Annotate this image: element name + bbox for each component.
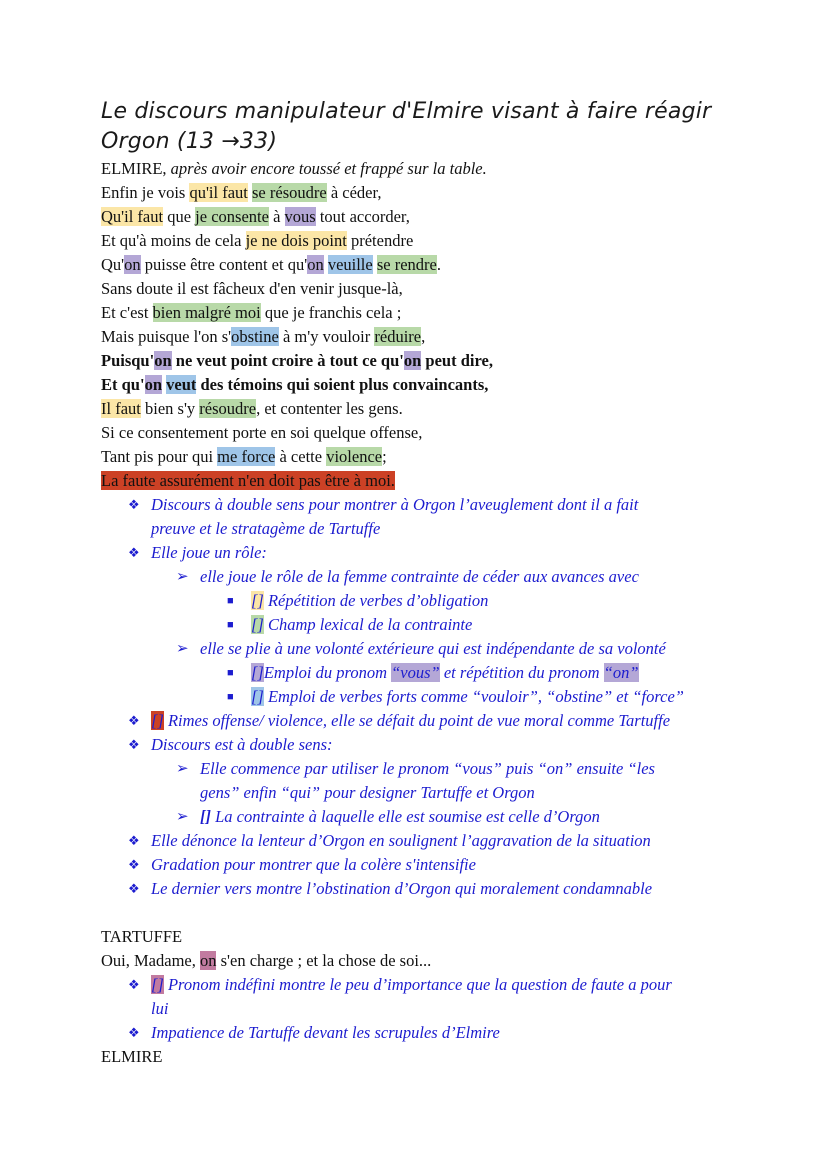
diamond-bullet-icon: ❖ [128, 545, 140, 560]
note-item: ❖ Discours est à double sens: [101, 733, 801, 757]
square-bullet-icon: ■ [227, 619, 234, 631]
verse-line-2: Qu'il faut que je consente à vous tout accorder, [101, 207, 410, 226]
direction-text: après avoir encore toussé et frappé sur la table. [170, 159, 487, 178]
note-subsubitem: ■ [] Répétition de verbes d’obligation [101, 589, 801, 613]
note-subitem: ➢ elle se plie à une volonté extérieure qui est indépendante de sa volonté [101, 637, 801, 661]
note-subitem: ➢ [] La contrainte à laquelle elle est soumise est celle d’Orgon [101, 805, 801, 829]
arrow-bullet-icon: ➢ [176, 761, 189, 777]
highlight-obligation: qu'il faut [189, 183, 248, 202]
diamond-bullet-icon: ❖ [128, 857, 140, 872]
highlight-pronoun-mauve: on [199, 951, 217, 970]
square-bullet-icon: ■ [227, 691, 234, 703]
verse-line-1: Enfin je vois qu'il faut se résoudre à céder, [101, 183, 382, 202]
diamond-bullet-icon: ❖ [128, 713, 140, 728]
highlight-obligation: Il faut [101, 399, 141, 418]
arrow-bullet-icon: ➢ [176, 569, 189, 585]
color-tag-green: [] [251, 615, 264, 634]
verse-line-12: Tant pis pour qui me force à cette violence; [101, 447, 387, 466]
arrow-bullet-icon: ➢ [176, 641, 189, 657]
verse-line-3: Et qu'à moins de cela je ne dois point prétendre [101, 231, 414, 250]
note-subsubitem: ■ [] Emploi de verbes forts comme “vouloir”, “obstine” et “force” [101, 685, 801, 709]
diamond-bullet-icon: ❖ [128, 1025, 140, 1040]
note-item: ❖ Impatience de Tartuffe devant les scrupules d’Elmire [101, 1021, 801, 1045]
color-tag-purple: [] [251, 663, 264, 682]
verse-line-9: Et qu'on veut des témoins qui soient plus convaincants, [101, 375, 489, 394]
highlight-constraint: bien malgré moi [152, 303, 261, 322]
highlight-strong-verb: obstine [231, 327, 279, 346]
highlight-pronoun: on [307, 255, 324, 274]
highlight-pronoun: on [124, 255, 141, 274]
verse-line-11: Si ce consentement porte en soi quelque offense, [101, 423, 423, 442]
highlight-constraint: réduire [374, 327, 422, 346]
verse-line-4: Qu'on puisse être content et qu'on veuille se rendre. [101, 255, 441, 274]
title-line-1: Le discours manipulateur d'Elmire visant à faire réagir [101, 99, 712, 124]
note-item: ❖ Gradation pour montrer que la colère s'intensifie [101, 853, 801, 877]
diamond-bullet-icon: ❖ [128, 737, 140, 752]
note-item-continued: preuve et le stratagème de Tartuffe [151, 519, 381, 538]
speaker-name: ELMIRE, [101, 159, 167, 178]
verse-line-10: Il faut bien s'y résoudre, et contenter les gens. [101, 399, 403, 418]
highlight-pronoun: on [403, 351, 422, 370]
verse-line-13 [101, 469, 801, 493]
stage-direction [101, 157, 801, 181]
page-title [101, 97, 791, 157]
verse-line-7: Mais puisque l'on s'obstine à m'y vouloir réduire, [101, 327, 426, 346]
square-bullet-icon: ■ [227, 595, 234, 607]
highlight-constraint: se résoudre [252, 183, 327, 202]
note-item: ❖ Elle joue un rôle: [101, 541, 801, 565]
note-item: ❖ [] Rimes offense/ violence, elle se défait du point de vue moral comme Tartuffe [101, 709, 801, 733]
diamond-bullet-icon: ❖ [128, 977, 140, 992]
note-subsubitem: ■ []Emploi du pronom “vous” et répétition du pronom “on” [101, 661, 801, 685]
highlight-pronoun: on [154, 351, 172, 370]
arrow-bullet-icon: ➢ [176, 809, 189, 825]
highlight-obligation: je ne dois point [245, 231, 347, 250]
highlight-obligation: Qu'il faut [101, 207, 164, 226]
highlight-rhyme: La faute assurément n'en doit pas être à moi. [101, 471, 395, 490]
speaker-elmire: ELMIRE [101, 1047, 163, 1066]
highlight-constraint: se rendre [376, 255, 437, 274]
text-body [101, 157, 801, 1069]
color-tag-bold: [] [200, 807, 211, 826]
title-line-2: Orgon (13 →33) [101, 129, 278, 154]
speaker-tartuffe: TARTUFFE [101, 927, 183, 946]
note-item: ❖ Discours à double sens pour montrer à Orgon l’aveuglement dont il a fait [101, 493, 801, 517]
highlight-strong-verb: me [217, 447, 238, 466]
spacer [101, 901, 801, 925]
highlight-constraint: violence [326, 447, 383, 466]
diamond-bullet-icon: ❖ [128, 497, 140, 512]
highlight-strong-verb: force [241, 447, 276, 466]
color-tag-red: [] [151, 711, 164, 730]
note-item: ❖ Elle dénonce la lenteur d’Orgon en soulignent l’aggravation de la situation [101, 829, 801, 853]
note-subitem: ➢ Elle commence par utiliser le pronom “vous” puis “on” ensuite “les [101, 757, 801, 781]
highlight-strong-verb: veuille [327, 255, 373, 274]
highlight-strong-verb: veut [166, 375, 197, 394]
diamond-bullet-icon: ❖ [128, 881, 140, 896]
note-item: ❖ [] Pronom indéfini montre le peu d’importance que la question de faute a pour [101, 973, 801, 997]
highlight-pronoun: on [144, 375, 162, 394]
verse-line-6: Et c'est bien malgré moi que je franchis cela ; [101, 303, 402, 322]
diamond-bullet-icon: ❖ [128, 833, 140, 848]
highlight-constraint: je consente [195, 207, 269, 226]
note-subsubitem: ■ [] Champ lexical de la contrainte [101, 613, 801, 637]
color-tag-blue: [] [251, 687, 264, 706]
tartuffe-line: Oui, Madame, on s'en charge ; et la chose de soi... [101, 951, 432, 970]
note-subitem-continued: gens” enfin “qui” pour designer Tartuffe et Orgon [200, 783, 535, 802]
note-subitem: ➢ elle joue le rôle de la femme contrainte de céder aux avances avec [101, 565, 801, 589]
color-tag-mauve: [] [151, 975, 164, 994]
highlight-constraint: résoudre [199, 399, 257, 418]
highlight-pronoun: vous [284, 207, 316, 226]
note-item: ❖ Le dernier vers montre l’obstination d’Orgon qui moralement condamnable [101, 877, 801, 901]
color-tag-yellow: [] [251, 591, 264, 610]
square-bullet-icon: ■ [227, 667, 234, 679]
verse-line-8: Puisqu'on ne veut point croire à tout ce qu'on peut dire, [101, 351, 493, 370]
verse-line-5: Sans doute il est fâcheux d'en venir jusque-là, [101, 279, 403, 298]
note-item-continued: lui [151, 999, 169, 1018]
